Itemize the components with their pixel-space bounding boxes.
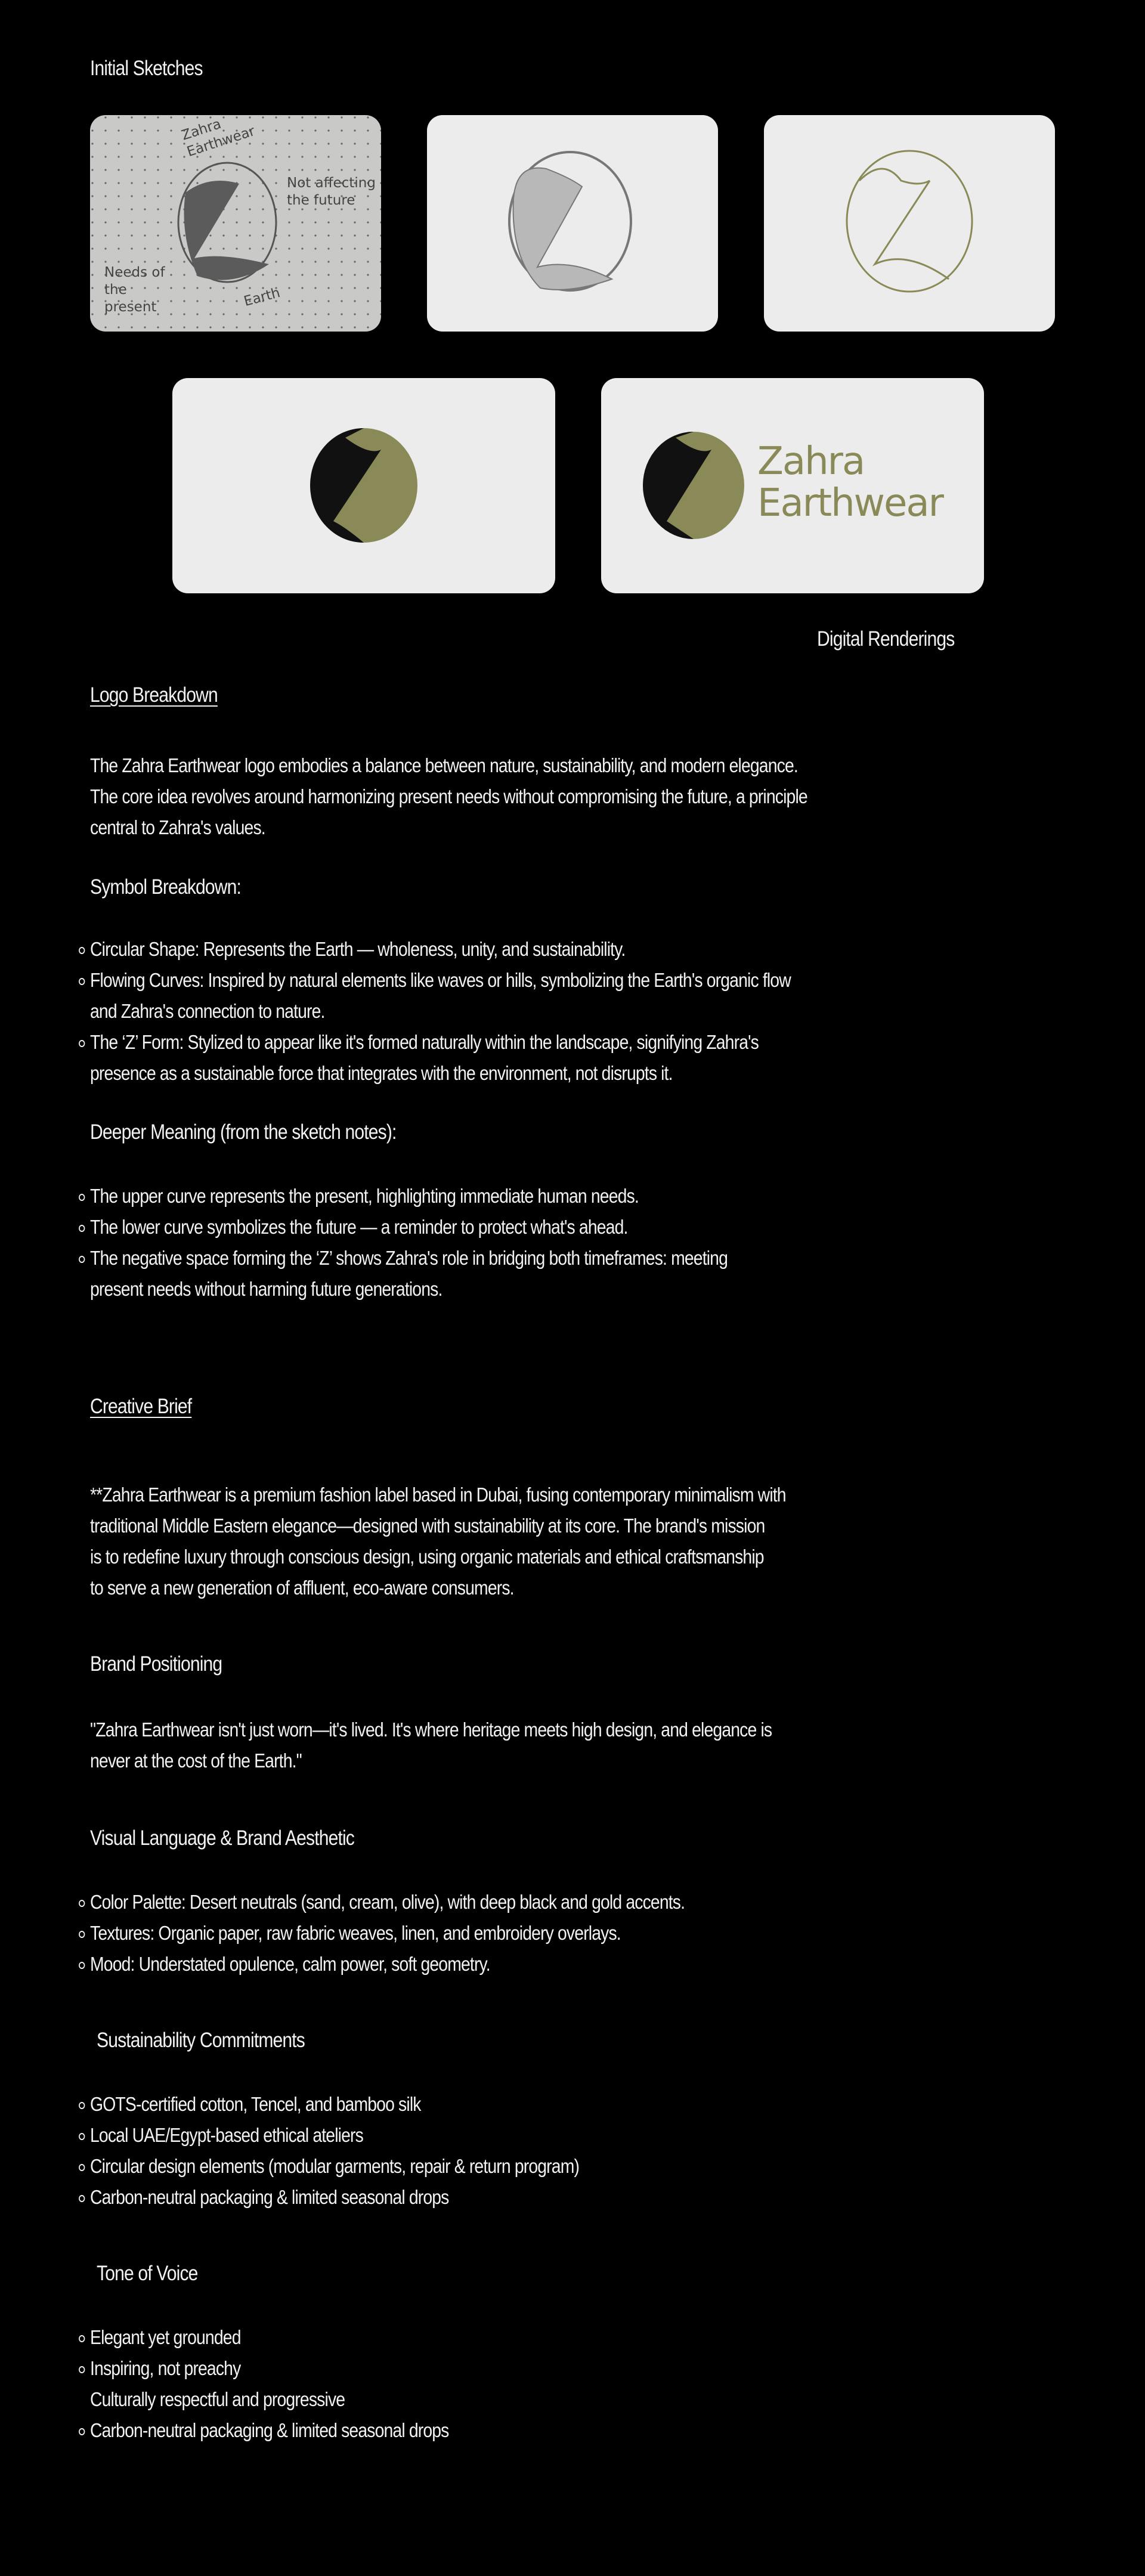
shaded-sketch-card — [427, 115, 718, 332]
list-item: Textures: Organic paper, raw fabric weaves, linen, and embroidery overlays. — [90, 1918, 685, 1949]
creative-brief-heading: Creative Brief — [90, 1395, 192, 1418]
text-line: and Zahra's connection to nature. — [90, 1000, 325, 1022]
text-line: traditional Middle Eastern elegance—designed with sustainability at its core. The brand's mission — [90, 1515, 765, 1537]
logo-wordmark-card — [601, 378, 984, 593]
outline-logo-card — [764, 115, 1055, 332]
text-line: The core idea revolves around harmonizing present needs without compromising the future, a principle — [90, 785, 807, 807]
list-item: Inspiring, not preachy — [90, 2353, 449, 2384]
list-item: Elegant yet grounded — [90, 2322, 449, 2353]
list-item: Color Palette: Desert neutrals (sand, cream, olive), with deep black and gold accents. — [90, 1887, 685, 1918]
list-item: The negative space forming the ‘Z’ shows Zahra's role in bridging both timeframes: meeting — [90, 1243, 728, 1274]
digital-renderings-title: Digital Renderings — [817, 627, 955, 651]
tone-of-voice-heading: Tone of Voice — [97, 2262, 198, 2285]
deeper-meaning-list — [90, 1181, 728, 1305]
brand-positioning-heading: Brand Positioning — [90, 1652, 222, 1676]
text-line: to serve a new generation of affluent, eco-aware consumers. — [90, 1577, 514, 1599]
text-line: is to redefine luxury through conscious design, using organic materials and ethical craftsmanship — [90, 1546, 764, 1568]
tone-of-voice-list — [90, 2322, 449, 2446]
creative-brief-intro — [90, 1479, 786, 1603]
logo-breakdown-intro — [90, 750, 807, 843]
text-line: **Zahra Earthwear is a premium fashion label based in Dubai, fusing contemporary minimalism with — [90, 1484, 786, 1506]
list-item: Carbon-neutral packaging & limited seasonal drops — [90, 2182, 579, 2213]
list-item: The lower curve symbolizes the future — a reminder to protect what's ahead. — [90, 1212, 728, 1243]
sketch-note-not-affecting-future: Not affecting the future — [287, 175, 376, 208]
logo-mark-card — [172, 378, 555, 593]
text-line: The Zahra Earthwear logo embodies a balance between nature, sustainability, and modern elegance. — [90, 754, 798, 776]
list-item: GOTS-certified cotton, Tencel, and bamboo silk — [90, 2089, 579, 2120]
initial-sketches-title: Initial Sketches — [90, 57, 203, 80]
symbol-breakdown-list — [90, 934, 791, 1089]
list-item: Circular design elements (modular garments, repair & return program) — [90, 2151, 579, 2182]
list-item: Local UAE/Egypt-based ethical ateliers — [90, 2120, 579, 2151]
sustainability-list — [90, 2089, 579, 2213]
list-item: Mood: Understated opulence, calm power, soft geometry. — [90, 1949, 685, 1980]
list-item: Circular Shape: Represents the Earth — wholeness, unity, and sustainability. — [90, 934, 791, 965]
symbol-breakdown-heading: Symbol Breakdown: — [90, 875, 242, 899]
z-logo-mark-icon — [172, 378, 555, 593]
pencil-sketch-card — [90, 115, 381, 332]
brand-positioning-quote — [90, 1714, 772, 1776]
text-line: "Zahra Earthwear isn't just worn—it's lived. It's where heritage meets high design, and elegance is — [90, 1719, 772, 1741]
logo-breakdown-heading: Logo Breakdown — [90, 683, 218, 707]
outline-z-logo-icon — [764, 115, 1055, 332]
sustainability-heading: Sustainability Commitments — [97, 2029, 305, 2052]
shaded-z-sketch-icon — [427, 115, 718, 332]
deeper-meaning-heading: Deeper Meaning (from the sketch notes): — [90, 1120, 397, 1144]
wordmark-line1: Zahra — [757, 439, 865, 484]
list-item: Carbon-neutral packaging & limited seasonal drops — [90, 2415, 449, 2446]
text-line: never at the cost of the Earth." — [90, 1750, 302, 1772]
sketch-note-needs-present: Needs of the present — [104, 265, 165, 315]
list-item: Flowing Curves: Inspired by natural elements like waves or hills, symbolizing the Earth's organic flow — [90, 965, 791, 996]
visual-language-heading: Visual Language & Brand Aesthetic — [90, 1826, 354, 1850]
visual-language-list — [90, 1887, 685, 1980]
sketch-note-earth: Earth — [242, 285, 282, 310]
text-line: presence as a sustainable force that integrates with the environment, not disrupts it. — [90, 1062, 673, 1084]
list-item: The upper curve represents the present, highlighting immediate human needs. — [90, 1181, 728, 1212]
text-line: present needs without harming future generations. — [90, 1278, 442, 1300]
wordmark-line2: Earthwear — [757, 481, 943, 525]
text-line: Culturally respectful and progressive — [90, 2388, 345, 2410]
list-item: The ‘Z’ Form: Stylized to appear like it's formed naturally within the landscape, signifying Zahra's — [90, 1027, 791, 1058]
text-line: central to Zahra's values. — [90, 816, 265, 838]
sketch-note-brand: Zahra Earthwear — [180, 116, 257, 160]
